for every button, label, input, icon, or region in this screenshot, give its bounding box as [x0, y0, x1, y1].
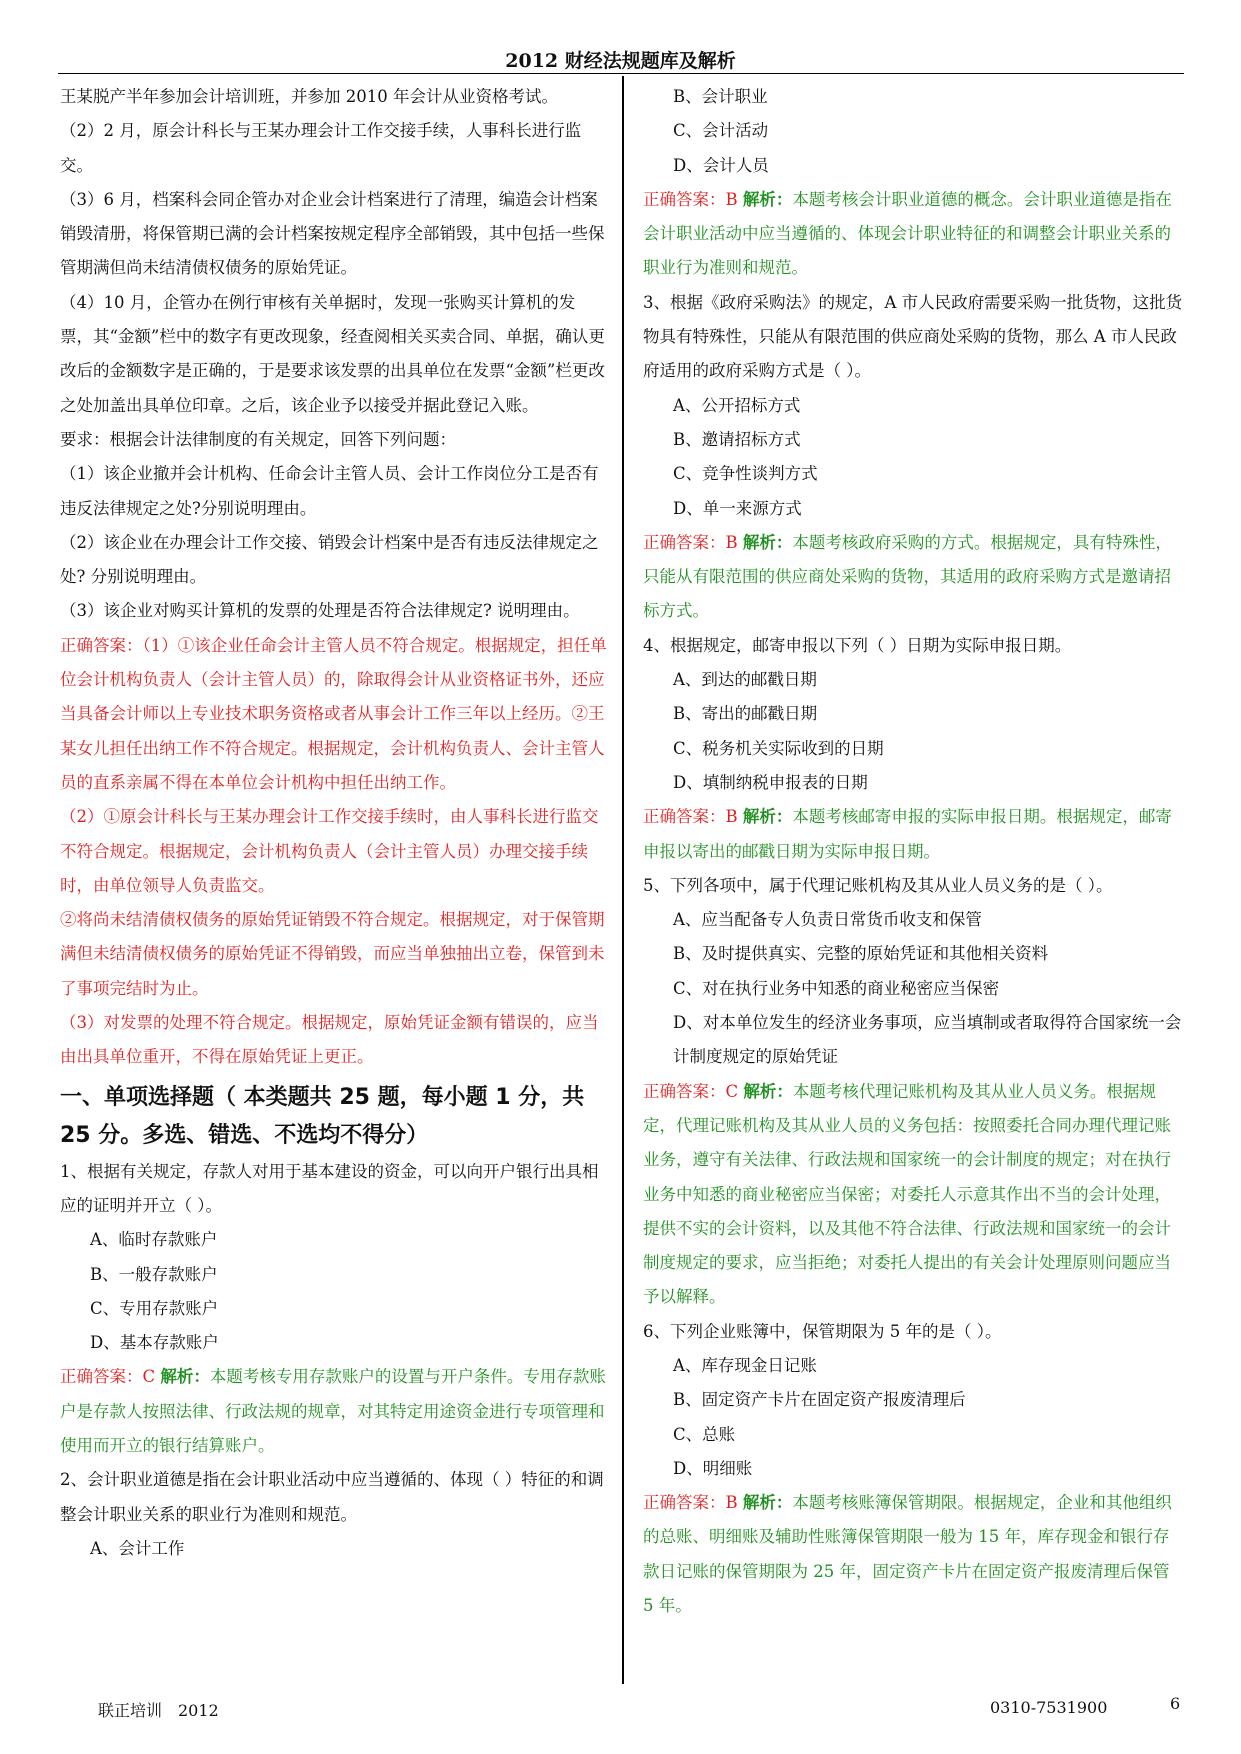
question-2-continued — [643, 80, 1183, 286]
question-stem: 5、下列各项中，属于代理记账机构及其从业人员义务的是（ ）。 — [643, 875, 1113, 895]
analysis-text: 本题考核代理记账机构及其从业人员义务。根据规定，代理记账机构及其从业人员的义务包括：按照委托合同办理代理记账业务，遵守有关法律、行政法规和国家统一的会计制度的规定；对在执行业务中知悉的商业秘密应当保密；对委托人示意其作出不当的会计处理，提供不实的会计资料，以及其他不符合法律、行政法规和国家统一的会计制度规定的要求，应当拒绝；对委托人提出的有关会计处理原则问题应当予以解释。 — [643, 1081, 1171, 1307]
analysis-text: 本题考核会计职业道德的概念。会计职业道德是指在会计职业活动中应当遵循的、体现会计职业特征的和调整会计职业关系的职业行为准则和规范。 — [643, 189, 1172, 278]
option-b: B、及时提供真实、完整的原始凭证和其他相关资料 — [673, 944, 1049, 964]
option-a: A、应当配备专人负责日常货币收支和保管 — [673, 910, 982, 930]
case-paragraph-3: （3）6 月，档案科会同企管办对企业会计档案进行了清理，编造会计档案销毁清册，将保管期已满的会计档案按规定程序全部销毁，其中包括一些保管期满但尚未结清债权债务的原始凭证。 — [60, 189, 605, 278]
option-a: A、公开招标方式 — [673, 395, 801, 415]
question-5 — [643, 869, 1183, 1315]
question-stem: 2、会计职业道德是指在会计职业活动中应当遵循的、体现（ ）特征的和调整会计职业关系的职业行为准则和规范。 — [60, 1470, 604, 1524]
requirement-intro: 要求：根据会计法律制度的有关规定，回答下列问题： — [60, 429, 456, 449]
answer-analysis — [60, 1360, 608, 1463]
answer-analysis — [643, 183, 1183, 286]
question-1 — [60, 1155, 608, 1464]
option-d: D、明细账 — [673, 1458, 753, 1478]
answer-analysis — [643, 1075, 1183, 1315]
option-d: D、会计人员 — [673, 155, 769, 175]
case-answer-2: （2）①原会计科长与王某办理会计工作交接手续时，由人事科长进行监交不符合规定。根据规定，会计机构负责人（会计主管人员）办理交接手续时，由单位领导人负责监交。 — [60, 807, 599, 895]
answer-analysis — [643, 1486, 1183, 1623]
analysis-text: 本题考核政府采购的方式。根据规定，具有特殊性，只能从有限范围的供应商处采购的货物，其适用的政府采购方式是邀请招标方式。 — [643, 532, 1172, 621]
answer-analysis — [643, 526, 1183, 629]
analysis-label: 解析： — [742, 1493, 793, 1513]
case-paragraph-4: （4）10 月，企管办在例行审核有关单据时，发现一张购买计算机的发票，其“金额”栏中的数字有更改现象，经查阅相关买卖合同、单据，确认更改后的金额数字是正确的，于是要求该发票的出具单位在发票“金额”栏更改之处加盖出具单位印章。之后，该企业予以接受并据此登记入账。 — [60, 292, 605, 415]
option-a: A、会计工作 — [90, 1538, 185, 1558]
option-a: A、到达的邮戳日期 — [673, 670, 817, 690]
case-answer-3: （3）对发票的处理不符合规定。根据规定，原始凭证金额有错误的，应当由出具单位重开，不得在原始凭证上更正。 — [60, 1013, 599, 1067]
option-c: C、总账 — [673, 1424, 736, 1444]
right-column — [643, 80, 1183, 1623]
page-header-title: 2012 财经法规题库及解析 — [505, 50, 736, 72]
option-c: C、会计活动 — [673, 121, 769, 141]
option-b: B、一般存款账户 — [90, 1264, 218, 1284]
option-d: D、单一来源方式 — [673, 498, 802, 518]
analysis-text: 本题考核邮寄申报的实际申报日期。根据规定，邮寄申报以寄出的邮戳日期为实际申报日期。 — [643, 807, 1172, 861]
analysis-label: 解析： — [743, 1081, 793, 1101]
question-stem: 3、根据《政府采购法》的规定，A 市人民政府需要采购一批货物，这批货物具有特殊性，只能从有限范围的供应商处采购的货物，那么 A 市人民政府适用的政府采购方式是（ ）。 — [643, 292, 1183, 381]
option-b: B、固定资产卡片在固定资产报废清理后 — [673, 1390, 966, 1410]
case-answer-1: 正确答案：（1）①该企业任命会计主管人员不符合规定。根据规定，担任单位会计机构负责人（会计主管人员）的，除取得会计从业资格证书外，还应当具备会计师以上专业技术职务资格或者从事会计工作三年以上经历。②王某女儿担任出纳工作不符合规定。根据规定，会计机构负责人、会计主管人员的直系亲属不得在本单位会计机构中担任出纳工作。 — [60, 635, 607, 792]
answer-label: 正确答案：B — [643, 807, 743, 827]
question-stem: 6、下列企业账簿中，保管期限为 5 年的是（ ）。 — [643, 1321, 1002, 1341]
answer-label: 正确答案：C — [60, 1367, 161, 1387]
question-stem: 4、根据规定，邮寄申报以下列（ ）日期为实际申报日期。 — [643, 635, 1072, 655]
requirement-2: （2）该企业在办理会计工作交接、销毁会计档案中是否有违反法律规定之处? 分别说明理由。 — [60, 532, 599, 587]
analysis-text: 本题考核账簿保管期限。根据规定，企业和其他组织的总账、明细账及辅助性账簿保管期限一般为 15 年，库存现金和银行存款日记账的保管期限为 25 年，固定资产卡片在固定资产报废清理后保管 5 年。 — [643, 1493, 1175, 1616]
option-c: C、对在执行业务中知悉的商业秘密应当保密 — [673, 978, 1000, 998]
question-stem: 1、根据有关规定，存款人对用于基本建设的资金，可以向开户银行出具相应的证明并开立（ ）。 — [60, 1161, 599, 1215]
case-paragraph-1: 王某脱产半年参加会计培训班，并参加 2010 年会计从业资格考试。 — [60, 87, 558, 106]
option-d: D、填制纳税申报表的日期 — [673, 772, 868, 792]
left-column — [60, 80, 608, 1566]
column-divider — [622, 76, 624, 1684]
analysis-label: 解析： — [160, 1367, 210, 1387]
case-paragraph-2: （2）2 月，原会计科长与王某办理会计工作交接手续，人事科长进行监交。 — [60, 121, 582, 175]
case-answer-2b: ②将尚未结清债权债务的原始凭证销毁不符合规定。根据规定，对于保管期满但未结清债权债务的原始凭证不得销毁，而应当单独抽出立卷，保管到未了事项完结时为止。 — [60, 910, 605, 998]
option-a: A、临时存款账户 — [90, 1230, 218, 1250]
option-a: A、库存现金日记账 — [673, 1355, 817, 1375]
footer-organization: 联正培训 2012 — [98, 1701, 219, 1720]
option-b: B、邀请招标方式 — [673, 429, 801, 449]
option-c: C、竞争性谈判方式 — [673, 464, 818, 484]
analysis-label: 解析： — [742, 189, 793, 209]
footer-phone: 0310-7531900 — [990, 1698, 1108, 1717]
answer-label: 正确答案：B — [643, 189, 743, 209]
answer-analysis — [643, 800, 1183, 869]
option-d: D、基本存款账户 — [90, 1333, 219, 1353]
question-6 — [643, 1315, 1183, 1624]
option-b: B、寄出的邮戳日期 — [673, 704, 818, 724]
requirement-3: （3）该企业对购买计算机的发票的处理是否符合法律规定? 说明理由。 — [60, 601, 580, 621]
option-c: C、专用存款账户 — [90, 1298, 219, 1318]
question-4 — [643, 629, 1183, 869]
analysis-label: 解析： — [742, 532, 793, 552]
option-c: C、税务机关实际收到的日期 — [673, 738, 884, 758]
answer-label: 正确答案：C — [643, 1081, 744, 1101]
requirement-1: （1）该企业撤并会计机构、任命会计主管人员、会计工作岗位分工是否有违反法律规定之处?分别说明理由。 — [60, 464, 599, 518]
option-b: B、会计职业 — [673, 87, 768, 106]
answer-label: 正确答案：B — [643, 1493, 743, 1513]
page-number: 6 — [1170, 1694, 1181, 1713]
analysis-label: 解析： — [742, 807, 793, 827]
question-2 — [60, 1463, 608, 1566]
analysis-text: 本题考核专用存款账户的设置与开户条件。专用存款账户是存款人按照法律、行政法规的规章，对其特定用途资金进行专项管理和使用而开立的银行结算账户。 — [60, 1367, 606, 1455]
section-heading: 一、单项选择题（ 本类题共 25 题，每小题 1 分，共 25 分。多选、错选、不选均不得分） — [60, 1084, 592, 1148]
question-3 — [643, 286, 1183, 629]
header-rule — [58, 73, 1184, 74]
answer-label: 正确答案：B — [643, 532, 743, 552]
option-d: D、对本单位发生的经济业务事项，应当填制或者取得符合国家统一会计制度规定的原始凭证 — [673, 1013, 1182, 1067]
